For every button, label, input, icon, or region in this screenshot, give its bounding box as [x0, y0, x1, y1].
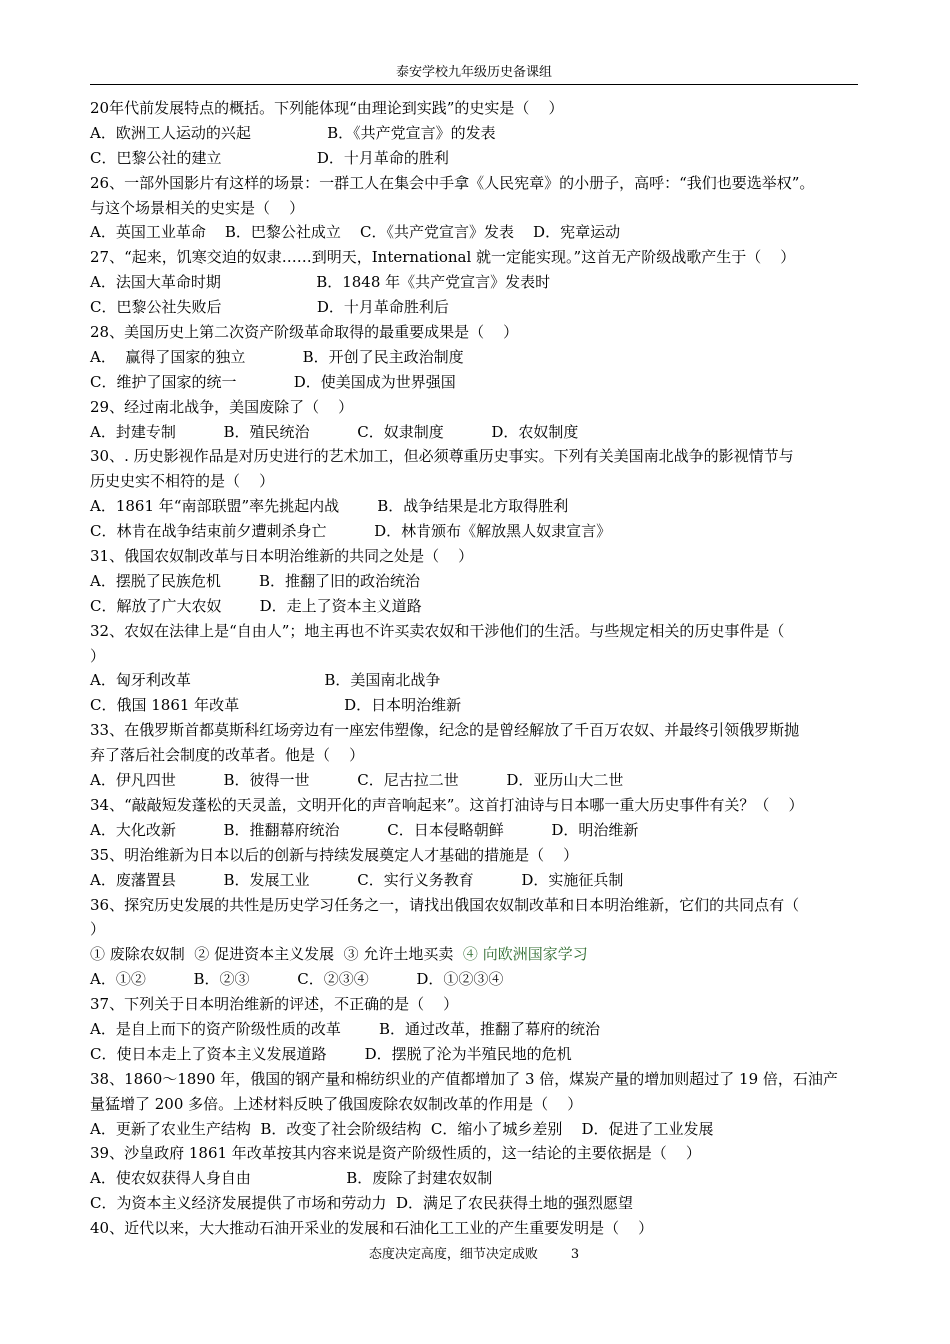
option-line: A．更新了农业生产结构 B．改变了社会阶级结构 C．缩小了城乡差别 D．促进了工业发展 [90, 1119, 714, 1138]
option-line: C．俄国 1861 年改革 D．日本明治维新 [90, 696, 462, 715]
page-header: 泰安学校九年级历史备课组 [395, 65, 552, 80]
question-40: 40、近代以来，大大推动石油开采业的发展和石油化工工业的产生重要发明是（ ） [90, 1219, 654, 1238]
option-line: C．巴黎公社失败后 D．十月革命胜利后 [90, 298, 449, 317]
page-footer: 态度决定高度，细节决定成败 3 [368, 1247, 580, 1262]
option-line: A．废藩置县 B．发展工业 C．实行义务教育 D．实施征兵制 [90, 870, 624, 889]
question-37: 37、下列关于日本明治维新的评述，不正确的是（ ） [90, 995, 459, 1014]
option-line: A．法国大革命时期 B．1848 年《共产党宣言》发表时 [90, 273, 551, 292]
text-line: 历史史实不相符的是（ ） [90, 472, 275, 491]
option-line: C．巴黎公社的建立 D．十月革命的胜利 [90, 148, 449, 167]
option-line: A． 赢得了国家的独立 B．开创了民主政治制度 [90, 347, 464, 366]
q36-statements [90, 942, 865, 967]
option-line: A．使农奴获得人身自由 B．废除了封建农奴制 [90, 1169, 493, 1188]
option-line: A．大化改新 B．推翻幕府统治 C．日本侵略朝鲜 D．明治维新 [90, 820, 639, 839]
question-38: 38、1860～1890 年，俄国的钢产量和棉纺织业的产值都增加了 3 倍，煤炭产量的增加则超过了 19 倍，石油产 [90, 1069, 838, 1088]
option-line: C．为资本主义经济发展提供了市场和劳动力 D．满足了农民获得土地的强烈愿望 [90, 1194, 634, 1213]
option-line: C．使日本走上了资本主义发展道路 D．摆脱了沦为半殖民地的危机 [90, 1044, 572, 1063]
question-39: 39、沙皇政府 1861 年改革按其内容来说是资产阶级性质的，这一结论的主要依据是（ ） [90, 1144, 701, 1163]
option-line: C．林肯在战争结束前夕遭刺杀身亡 D．林肯颁布《解放黑人奴隶宣言》 [90, 522, 612, 541]
option-line: A．封建专制 B．殖民统治 C．奴隶制度 D．农奴制度 [90, 422, 579, 441]
q36-statements-main: ① 废除农奴制 ② 促进资本主义发展 ③ 允许土地买卖 [90, 945, 463, 964]
option-line: A．匈牙利改革 B．美国南北战争 [90, 671, 441, 690]
option-line: A．①② B．②③ C．②③④ D．①②③④ [90, 970, 504, 989]
question-34: 34、“敲敲短发蓬松的天灵盖，文明开化的声音响起来”。这首打油诗与日本哪一重大历史事件有关？（ ） [90, 795, 804, 814]
option-line: A．摆脱了民族危机 B．推翻了旧的政治统治 [90, 571, 421, 590]
text-line: 与这个场景相关的史实是（ ） [90, 198, 305, 217]
option-line: A．伊凡四世 B．彼得一世 C．尼古拉二世 D．亚历山大二世 [90, 771, 624, 790]
question-33: 33、在俄罗斯首都莫斯科红场旁边有一座宏伟塑像，纪念的是曾经解放了千百万农奴、并最终引领俄罗斯抛 [90, 721, 800, 740]
question-26: 26、一部外国影片有这样的场景：一群工人在集会中手拿《人民宪章》的小册子，高呼：“我们也要选举权”。 [90, 173, 815, 192]
question-30: 30、. 历史影视作品是对历史进行的艺术加工，但必须尊重历史事实。下列有关美国南北战争的影视情节与 [90, 447, 794, 466]
option-line: A．是自上而下的资产阶级性质的改革 B．通过改革，推翻了幕府的统治 [90, 1019, 601, 1038]
text-line: 弃了落后社会制度的改革者。他是（ ） [90, 746, 365, 765]
question-27: 27、“起来，饥寒交迫的奴隶……到明天，International 就一定能实现。”这首无产阶级战歌产生于（ ） [90, 248, 796, 267]
option-line: A．英国工业革命 B．巴黎公社成立 C．《共产党宣言》发表 D．宪章运动 [90, 223, 621, 242]
text-line: ） [90, 920, 106, 939]
question-36: 36、探究历史发展的共性是历史学习任务之一，请找出俄国农奴制改革和日本明治维新，它们的共同点有（ [90, 895, 800, 914]
document-body [90, 96, 865, 1241]
option-line: C．解放了广大农奴 D．走上了资本主义道路 [90, 596, 422, 615]
text-line: ） [90, 646, 106, 665]
option-line: A．欧洲工人运动的兴起 B．《共产党宣言》的发表 [90, 123, 496, 142]
question-28: 28、美国历史上第二次资产阶级革命取得的最重要成果是（ ） [90, 323, 519, 342]
header-divider [90, 84, 858, 85]
option-line: A．1861 年“南部联盟”率先挑起内战 B．战争结果是北方取得胜利 [90, 497, 569, 516]
text-line: 量猛增了 200 多倍。上述材料反映了俄国废除农奴制改革的作用是（ ） [90, 1094, 583, 1113]
question-31: 31、俄国农奴制改革与日本明治维新的共同之处是（ ） [90, 547, 474, 566]
question-35: 35、明治维新为日本以后的创新与持续发展奠定人才基础的措施是（ ） [90, 845, 579, 864]
option-line: C．维护了国家的统一 D．使美国成为世界强国 [90, 372, 456, 391]
q36-statement-highlight: ④ 向欧洲国家学习 [462, 945, 588, 964]
question-32: 32、农奴在法律上是“自由人”；地主再也不许买卖农奴和干涉他们的生活。与些规定相关的历史事件是（ [90, 621, 785, 640]
question-29: 29、经过南北战争，美国废除了（ ） [90, 397, 354, 416]
text-line: 20年代前发展特点的概括。下列能体现“由理论到实践”的史实是（ ） [90, 99, 564, 117]
